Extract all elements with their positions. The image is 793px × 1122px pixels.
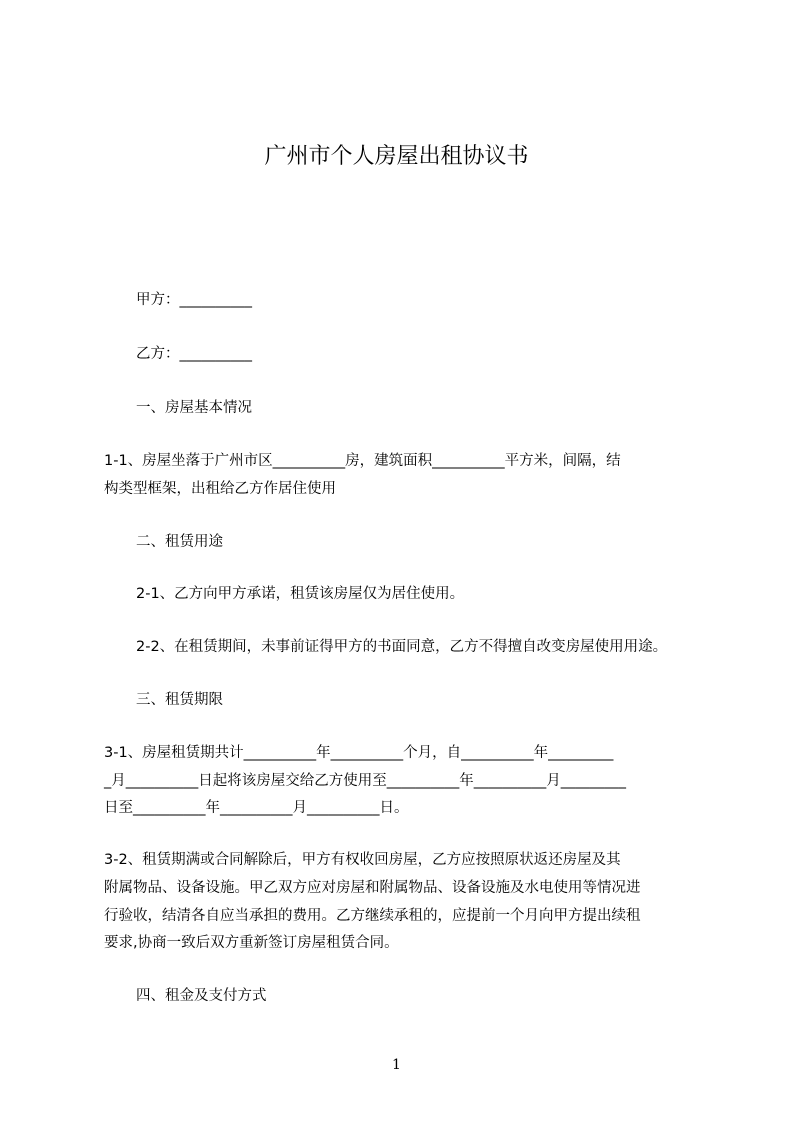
section-heading-1: 一、房屋基本情况 — [136, 400, 252, 416]
party-a-line: 甲方：__________ — [136, 292, 252, 308]
page-number: 1 — [392, 1057, 401, 1073]
document-title: 广州市个人房屋出租协议书 — [264, 144, 529, 169]
clause-2-1: 2-1、乙方向甲方承诺，租赁该房屋仅为居住使用。 — [136, 586, 465, 602]
clause-1-1-line-2: 构类型框架，出租给乙方作居住使用 — [104, 481, 336, 497]
clause-3-2-line-2: 附属物品、设备设施。甲乙双方应对房屋和附属物品、设备设施及水电使用等情况进 — [104, 880, 641, 896]
clause-3-2-line-4: 要求,协商一致后双方重新签订房屋租赁合同。 — [104, 935, 399, 951]
clause-3-2-line-1: 3-2、租赁期满或合同解除后，甲方有权收回房屋，乙方应按照原状返还房屋及其 — [104, 852, 621, 868]
clause-3-2-line-3: 行验收，结清各自应当承担的费用。乙方继续承租的，应提前一个月向甲方提出续租 — [104, 908, 641, 924]
section-heading-4: 四、租金及支付方式 — [136, 988, 267, 1004]
party-b-line: 乙方：__________ — [136, 346, 252, 362]
clause-2-2: 2-2、在租赁期间，未事前证得甲方的书面同意，乙方不得擅自改变房屋使用用途。 — [136, 639, 668, 655]
clause-3-1-line-3: 日至__________年__________月__________日。 — [104, 800, 409, 816]
clause-3-1-line-2: _月__________日起将该房屋交给乙方使用至__________年__________月_________ — [104, 773, 626, 789]
clause-1-1-line-1: 1-1、房屋坐落于广州市区__________房，建筑面积__________平方米，间隔，结 — [104, 453, 621, 469]
section-heading-2: 二、租赁用途 — [136, 534, 223, 550]
clause-3-1-line-1: 3-1、房屋租赁期共计__________年__________个月，自__________年_________ — [104, 745, 614, 761]
section-heading-3: 三、租赁期限 — [136, 692, 223, 708]
